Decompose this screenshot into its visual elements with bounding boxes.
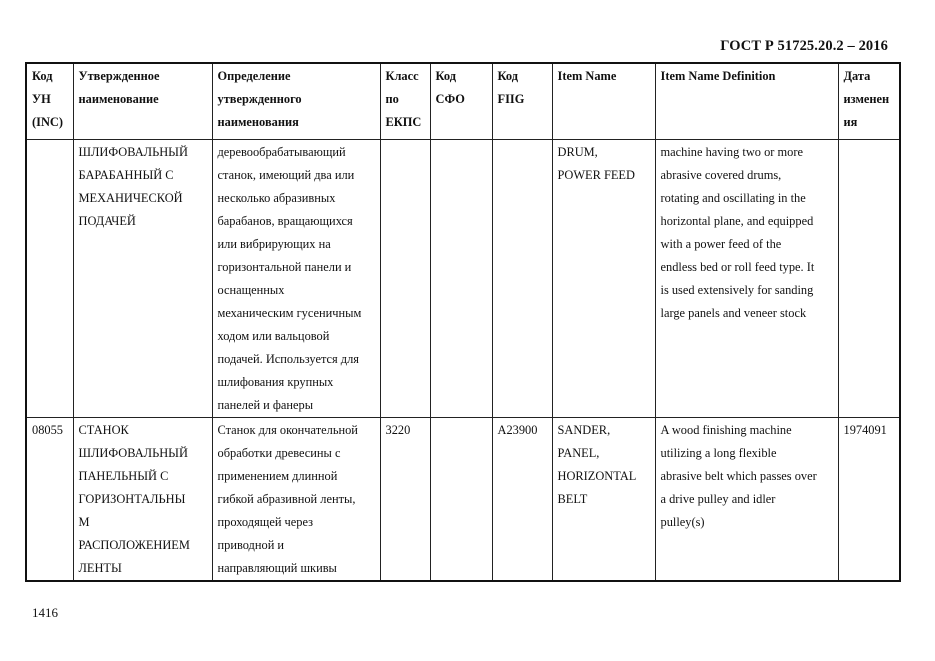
cell-item-name: DRUM, POWER FEED <box>552 139 655 417</box>
table-row <box>26 417 900 581</box>
cell-fiig-code <box>492 139 552 417</box>
cell-item-name-definition: A wood finishing machine utilizing a long flexible abrasive belt which passes over a drive pulley and idler pulley(s) <box>655 417 838 581</box>
header-item-name-definition: Item Name Definition <box>655 63 838 139</box>
cell-approved-name: СТАНОК ШЛИФОВАЛЬНЫЙ ПАНЕЛЬНЫЙ С ГОРИЗОНТАЛЬНЫ М РАСПОЛОЖЕНИЕМ ЛЕНТЫ <box>73 417 212 581</box>
header-approved-name: Утвержденное наименование <box>73 63 212 139</box>
cell-approved-name: ШЛИФОВАЛЬНЫЙ БАРАБАННЫЙ С МЕХАНИЧЕСКОЙ ПОДАЧЕЙ <box>73 139 212 417</box>
header-sfo-code: Код СФО <box>430 63 492 139</box>
cell-definition: Станок для окончательной обработки древесины с применением длинной гибкой абразивной ленты, проходящей через приводной и направляющий шкивы <box>212 417 380 581</box>
standard-title: ГОСТ Р 51725.20.2 – 2016 <box>720 38 888 54</box>
header-change-date: Дата изменен ия <box>838 63 900 139</box>
cell-item-name: SANDER, PANEL, HORIZONTAL BELT <box>552 417 655 581</box>
table-header-row <box>26 63 900 139</box>
cell-fiig-code: A23900 <box>492 417 552 581</box>
cell-ekps-class: 3220 <box>380 417 430 581</box>
page-number: 1416 <box>32 605 58 620</box>
catalog-table <box>25 62 901 582</box>
header-item-name: Item Name <box>552 63 655 139</box>
cell-sfo-code <box>430 417 492 581</box>
header-ekps-class: Класс по ЕКПС <box>380 63 430 139</box>
cell-change-date <box>838 139 900 417</box>
cell-change-date: 1974091 <box>838 417 900 581</box>
header-definition: Определение утвержденного наименования <box>212 63 380 139</box>
cell-sfo-code <box>430 139 492 417</box>
cell-definition: деревообрабатывающий станок, имеющий два или несколько абразивных барабанов, вращающихся или вибрирующих на горизонтальной панели и оснащенных механическим гусеничным ходом или вальцовой подачей. Используется для шлифования крупных панелей и фанеры <box>212 139 380 417</box>
cell-code-un <box>26 139 73 417</box>
cell-ekps-class <box>380 139 430 417</box>
cell-item-name-definition: machine having two or more abrasive covered drums, rotating and oscillating in the horizontal plane, and equipped with a power feed of the endless bed or roll feed type. It is used extensively for sanding large panels and veneer stock <box>655 139 838 417</box>
cell-code-un: 08055 <box>26 417 73 581</box>
table-row <box>26 139 900 417</box>
header-code-un: Код УН (INC) <box>26 63 73 139</box>
header-fiig-code: Код FIIG <box>492 63 552 139</box>
